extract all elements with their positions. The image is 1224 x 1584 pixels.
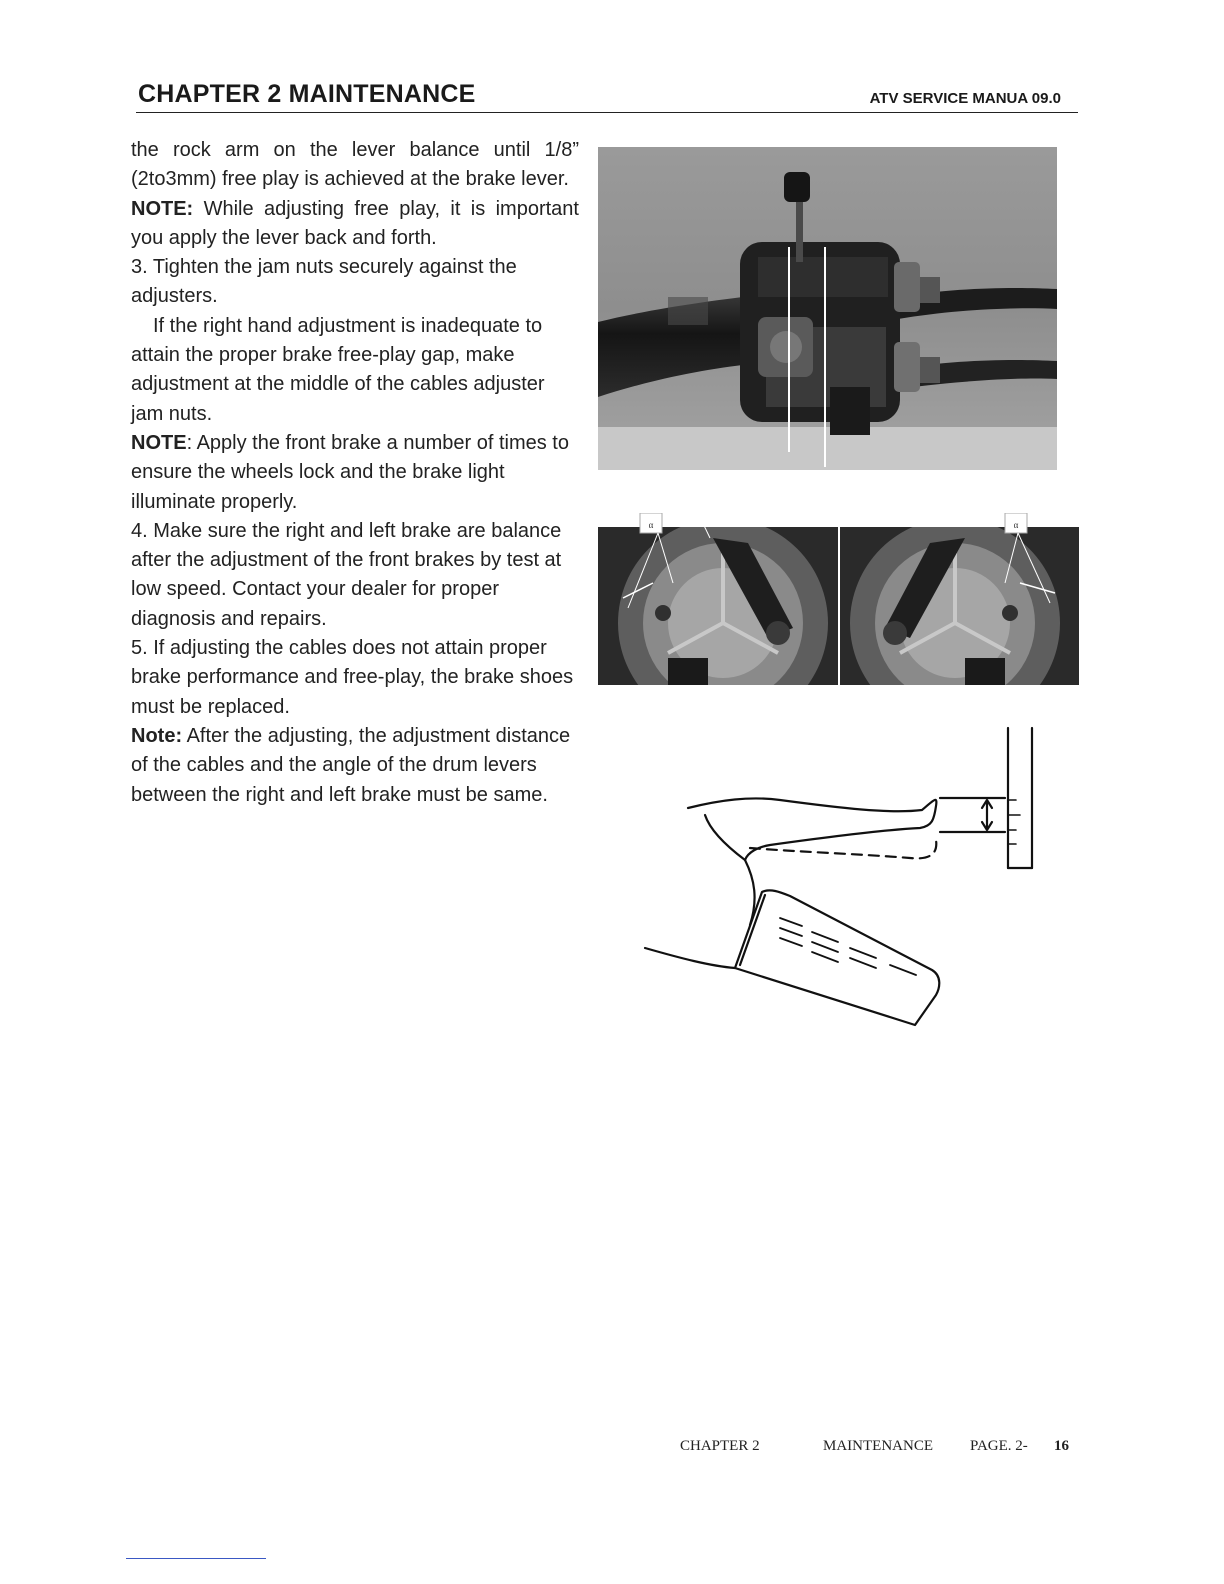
note-adjustment	[131, 722, 579, 810]
note-text: : Apply the front brake a number of times to ensure the wheels lock and the brake light illuminate properly.	[131, 431, 569, 513]
step-4: 4. Make sure the right and left brake are balance after the adjustment of the front brakes by test at low speed. Contact your dealer for proper diagnosis and repairs.	[131, 519, 562, 630]
note-text: While adjusting free play, it is important you apply the lever back and forth.	[131, 197, 579, 249]
drum-angle-label-left: α	[648, 520, 654, 530]
note-label: NOTE	[131, 431, 187, 454]
header-divider	[136, 112, 1078, 113]
note-label: Note:	[131, 724, 183, 747]
note-label: NOTE:	[131, 197, 194, 220]
note-text: After the adjusting, the adjustment distance of the cables and the angle of the drum levers between the right and left brake must be same.	[131, 724, 571, 806]
body-text-column	[131, 136, 579, 810]
footer-page-number: 16	[1054, 1438, 1069, 1454]
drum-brake-right-photo	[840, 513, 1079, 685]
paragraph-right-hand-adjustment: If the right hand adjustment is inadequate to attain the proper brake free-play gap, make adjustment at the middle of the cables adjuster jam nuts.	[131, 314, 545, 425]
footer-chapter: CHAPTER 2	[680, 1438, 760, 1454]
drum-angle-label-right: α	[1013, 520, 1019, 530]
step-3: 3. Tighten the jam nuts securely against the adjusters.	[131, 256, 517, 308]
footer-section: MAINTENANCE	[823, 1438, 933, 1454]
brake-lever-free-play-diagram	[640, 720, 1050, 1035]
drum-brake-left-photo	[598, 513, 838, 685]
footer-page-prefix: PAGE. 2-	[970, 1438, 1028, 1454]
brake-lever-adjuster-photo	[598, 147, 1057, 470]
page-footer	[680, 1438, 1069, 1455]
page-header-subtitle: ATV SERVICE MANUA 09.0	[869, 90, 1061, 107]
footer-divider	[126, 1558, 266, 1559]
paragraph-free-play: the rock arm on the lever balance until 1/8” (2to3mm) free play is achieved at the brake lever.	[131, 139, 579, 191]
note-free-play	[131, 195, 579, 254]
step-5: 5. If adjusting the cables does not attain proper brake performance and free-play, the brake shoes must be replaced.	[131, 637, 574, 718]
note-front-brake	[131, 429, 579, 517]
page-header-title: CHAPTER 2 MAINTENANCE	[138, 80, 476, 108]
